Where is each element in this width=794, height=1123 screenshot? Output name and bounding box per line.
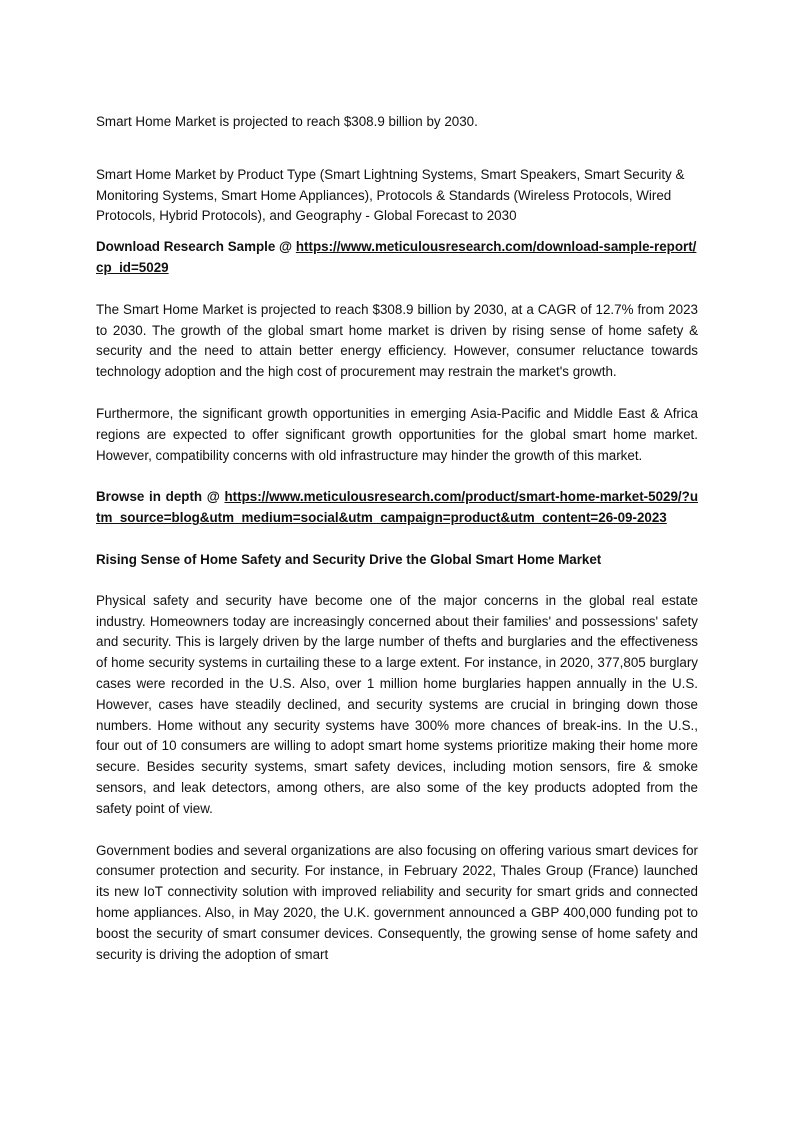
paragraph-opportunities: Furthermore, the significant growth opportunities in emerging Asia-Pacific and Middle East & Africa regions are expected to offer significant growth opportunities for the global smart home market. However, compatibility concerns with old infrastructure may hinder the growth of this market. xyxy=(96,405,698,463)
section-heading: Rising Sense of Home Safety and Security Drive the Global Smart Home Market xyxy=(96,551,602,567)
paragraph-government: Government bodies and several organizations are also focusing on offering various smart devices for consumer protection and security. For instance, in February 2022, Thales Group (France) launched its new IoT connectivity solution with improved reliability and security for smart grids and connected home appliances. Also, in May 2020, the U.K. government announced a GBP 400,000 funding pot to boost the security of smart consumer devices. Consequently, the growing sense of home safety and security is driving the adoption of smart xyxy=(96,842,698,962)
document-page xyxy=(96,112,698,965)
browse-line xyxy=(96,487,698,529)
browse-label: Browse in depth @ xyxy=(96,489,225,505)
report-subtitle: Smart Home Market by Product Type (Smart Lightning Systems, Smart Speakers, Smart Security & Monitoring Systems, Smart Home Appliances), Protocols & Standards (Wireless Protocols, Wired Protocols, Hybrid Protocols), and Geography - Global Forecast to 2030 xyxy=(96,166,685,224)
paragraph-overview: The Smart Home Market is projected to reach $308.9 billion by 2030, at a CAGR of 12.7% from 2023 to 2030. The growth of the global smart home market is driven by rising sense of home safety & security and the need to attain better energy efficiency. However, consumer reluctance towards technology adoption and the high cost of procurement may restrain the market's growth. xyxy=(96,301,698,380)
download-sample-line xyxy=(96,237,698,279)
download-label: Download Research Sample @ xyxy=(96,239,296,255)
browse-in-depth-link[interactable]: https://www.meticulousresearch.com/product/smart-home-market-5029/?utm_source=blog&utm_medium=social&utm_campaign=product&utm_content=26-09-2023 xyxy=(96,489,698,526)
download-sample-link[interactable]: https://www.meticulousresearch.com/download-sample-report/cp_id=5029 xyxy=(96,239,697,275)
document-title: Smart Home Market is projected to reach $308.9 billion by 2030. xyxy=(96,114,478,129)
paragraph-safety: Physical safety and security have become one of the major concerns in the global real estate industry. Homeowners today are increasingly concerned about their families' and possessions' safety and security. This is largely driven by the large number of thefts and burglaries and the effectiveness of home security systems in curtailing these to a large extent. For instance, in 2020, 377,805 burglary cases were recorded in the U.S. Also, over 1 million home burglaries happen annually in the U.S. However, cases have steadily declined, and security systems are crucial in bringing down those numbers. Home without any security systems have 300% more chances of break-ins. In the U.S., four out of 10 consumers are willing to adopt smart home systems prioritize making their home more secure. Besides security systems, smart safety devices, including motion sensors, fire & smoke sensors, and leak detectors, among others, are also some of the key products adopted from the safety point of view. xyxy=(96,592,698,816)
